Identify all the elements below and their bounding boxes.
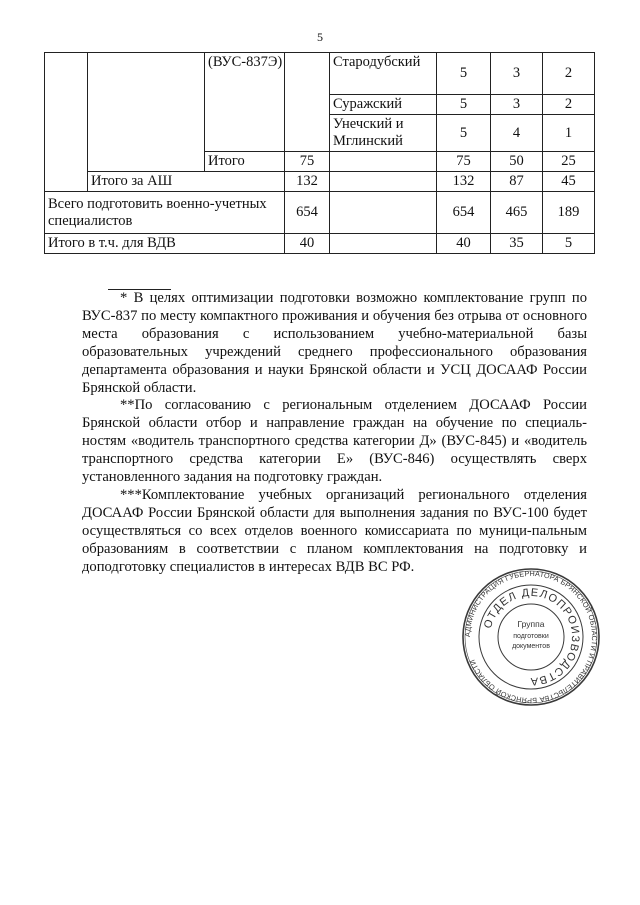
table-row (45, 172, 595, 192)
stamp-outer-text: АДМИНИСТРАЦИЯ ГУБЕРНАТОРА БРЯНСКОЙ ОБЛАСТИ И ПРАВИТЕЛЬСТВА БРЯНСКОЙ ОБЛАСТИ (462, 568, 600, 706)
training-table (44, 52, 595, 254)
footnote-1: * В целях оптимизации подготовки возможно комплектование групп по ВУС-837 по месту компактного проживания и обучения без отрыва от основного места образования с использованием учебно-материальной базы образовательных учреждений среднего профессионального образования департамента образования и науки Брянской области и УСЦ ДОСААФ России Брянской области. (82, 290, 587, 396)
subtotal-total: 75 (285, 152, 330, 172)
value-cell: 3 (491, 53, 543, 95)
footnote-3: ***Комплектование учебных организаций регионального отделения ДОСААФ России Брянской области для выполнения задания по ВУС-100 будет осуществляться со всех отделов военного комиссариата по муници-пальным образованиям в соответствии с планом комплектования на подготовку и доподготовку специалистов в интересах ВДВ ВС РФ. (82, 486, 587, 575)
subtotal-label: Итого (205, 152, 285, 172)
value-cell: 3 (491, 95, 543, 115)
official-stamp (461, 567, 601, 707)
district-cell: Стародубский (330, 53, 437, 95)
value-cell: 132 (437, 172, 491, 192)
vdv-total-value: 40 (285, 234, 330, 254)
value-cell: 87 (491, 172, 543, 192)
table-cell-empty (330, 192, 437, 234)
value-cell: 35 (491, 234, 543, 254)
stamp-inner-text: ОТДЕЛ ДЕЛОПРОИЗВОДСТВА (481, 586, 582, 688)
district-cell: Суражский (330, 95, 437, 115)
table-row (45, 53, 595, 95)
value-cell: 75 (437, 152, 491, 172)
value-cell: 40 (437, 234, 491, 254)
table-cell-empty (330, 234, 437, 254)
vus-cell: (ВУС-837Э) (205, 53, 285, 152)
value-cell: 5 (437, 53, 491, 95)
value-cell: 5 (437, 95, 491, 115)
footnotes (82, 290, 587, 577)
value-cell: 5 (543, 234, 595, 254)
value-cell: 4 (491, 115, 543, 152)
school-total-value: 132 (285, 172, 330, 192)
value-cell: 654 (437, 192, 491, 234)
table-cell-empty (285, 53, 330, 152)
value-cell: 2 (543, 95, 595, 115)
district-cell: Унечский и Мглинский (330, 115, 437, 152)
table-row (45, 192, 595, 234)
grand-total-value: 654 (285, 192, 330, 234)
value-cell: 1 (543, 115, 595, 152)
value-cell: 465 (491, 192, 543, 234)
school-total-label: Итого за АШ (88, 172, 285, 192)
value-cell: 189 (543, 192, 595, 234)
value-cell: 45 (543, 172, 595, 192)
vdv-total-label: Итого в т.ч. для ВДВ (45, 234, 285, 254)
stamp-center-line-3: документов (512, 643, 550, 650)
footnote-2: **По согласованию с региональным отделением ДОСААФ России Брянской области отбор и направление граждан на обучение по специаль-ностям «водитель транспортного средства категории Д» (ВУС-845) и «водитель транспортного средства категории Е» (ВУС-846) осуществлять сверх установленного задания на подготовку граждан. (82, 397, 587, 486)
table-cell-empty (45, 53, 88, 192)
stamp-center-line-1: Группа (517, 619, 545, 629)
table-cell-empty (88, 53, 205, 172)
grand-total-label: Всего подготовить военно-учетных специалистов (45, 192, 285, 234)
value-cell: 25 (543, 152, 595, 172)
page-number: 5 (317, 30, 323, 44)
value-cell: 5 (437, 115, 491, 152)
value-cell: 50 (491, 152, 543, 172)
table-cell-empty (330, 172, 437, 192)
table-cell-empty (330, 152, 437, 172)
table-row (45, 234, 595, 254)
value-cell: 2 (543, 53, 595, 95)
stamp-center-line-2: подготовки (513, 633, 549, 640)
